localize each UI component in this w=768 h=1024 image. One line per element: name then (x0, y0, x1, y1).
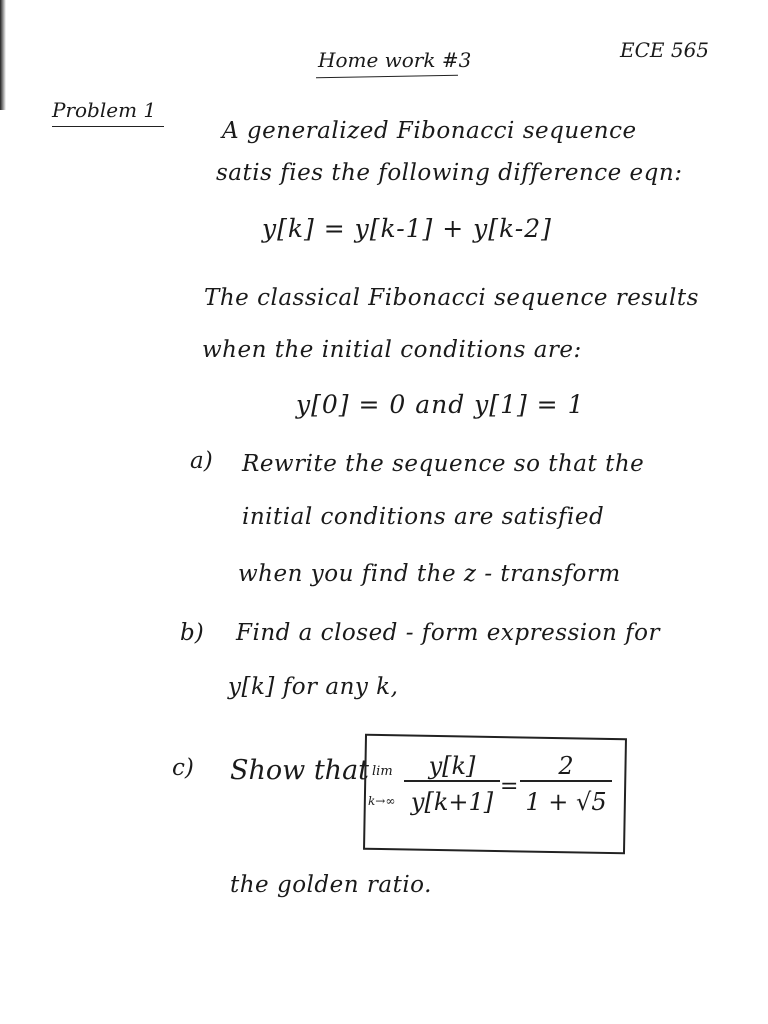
part-b-label: b) (180, 620, 204, 646)
limit-operator: lim (372, 764, 393, 779)
rhs-fraction (520, 752, 612, 816)
equals-sign: = (500, 774, 519, 799)
part-a-line-1: Rewrite the sequence so that the (242, 451, 645, 477)
problem-label: Problem 1 (52, 98, 157, 122)
golden-ratio-caption: the golden ratio. (230, 872, 432, 898)
initial-conditions: y[0] = 0 and y[1] = 1 (296, 390, 585, 419)
part-a-line-2: initial conditions are satisfied (242, 504, 605, 530)
classical-line-2: when the initial conditions are: (202, 337, 582, 363)
lhs-denominator: y[k+1] (404, 780, 500, 816)
difference-equation: y[k] = y[k-1] + y[k-2] (262, 214, 552, 243)
classical-line-1: The classical Fibonacci sequence results (204, 285, 699, 311)
problem-underline (52, 126, 164, 127)
homework-title: Home work #3 (318, 48, 472, 72)
title-underline (316, 75, 458, 78)
part-c-label: c) (172, 755, 194, 781)
page-edge-shadow (0, 0, 6, 110)
intro-line-1: A generalized Fibonacci sequence (222, 118, 637, 144)
rhs-denominator: 1 + √5 (520, 780, 612, 816)
course-code: ECE 565 (620, 38, 710, 62)
limit-subscript: k→∞ (368, 794, 396, 808)
part-b-line-2: y[k] for any k, (228, 674, 399, 700)
rhs-numerator: 2 (558, 752, 574, 780)
lhs-numerator: y[k] (428, 752, 476, 780)
lhs-fraction (404, 752, 500, 816)
part-a-label: a) (190, 448, 213, 474)
part-c-show-that: Show that (230, 755, 370, 786)
intro-line-2: satis fies the following difference eqn: (216, 160, 683, 186)
part-a-line-3: when you find the z - transform (238, 561, 621, 587)
part-b-line-1: Find a closed - form expression for (236, 620, 660, 646)
